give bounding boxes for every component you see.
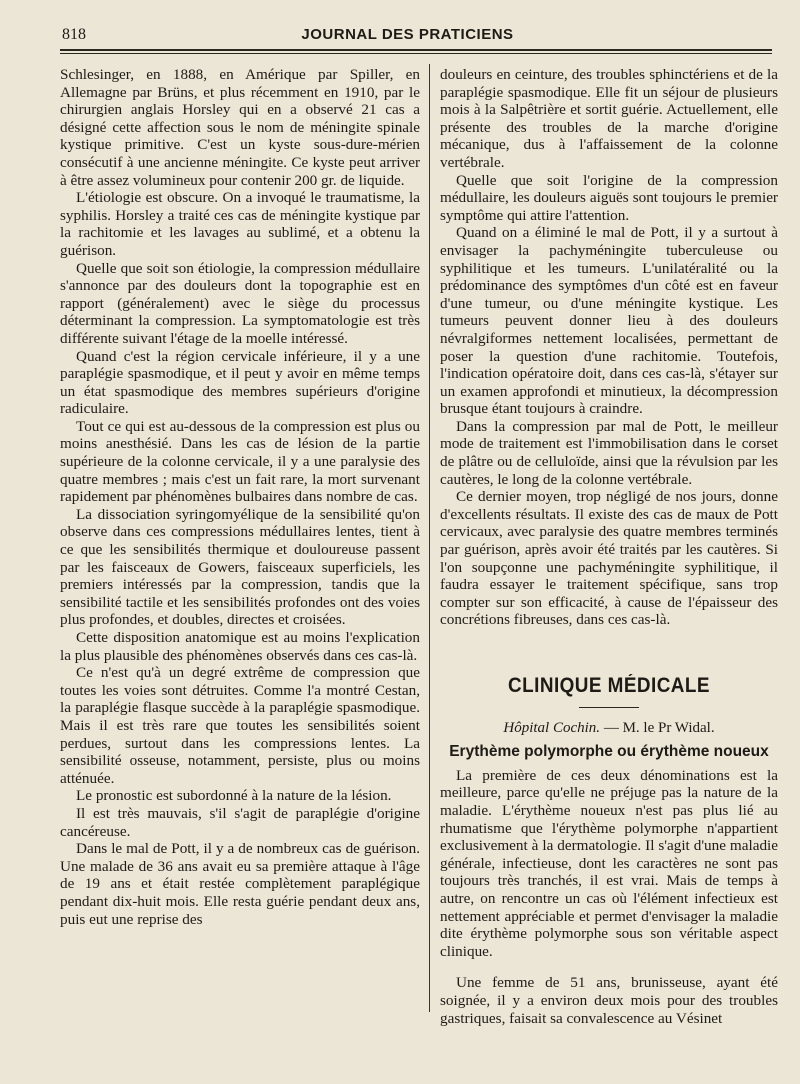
paragraph: Ce dernier moyen, trop négligé de nos jours, donne d'excellents résultats. Il existe des cas de maux de Pott cervicaux, avec paralysie des quatre membres terminés par guérison, après avoir été traités par les cautères. Si l'on soupçonne une pachyméningite syphilitique, il faudra essayer le traitement spécifique, sans trop compter sur son efficacité, à cause de l'épaisseur des concrétions fibreuses, dans ces cas-là. [440, 488, 778, 629]
paragraph: Quelle que soit l'origine de la compression médullaire, les douleurs aiguës sont toujours le premier symptôme qui attire l'attention. [440, 171, 778, 224]
paragraph: Tout ce qui est au-dessous de la compression est plus ou moins anesthésié. Dans les cas de lésion de la partie supérieure de la colonne cervicale, il y a une paralysie des quatre membres ; mais c'est un fait rare, la mort survenant rapidement par phénomènes bulbaires dans nombre de cas. [60, 417, 420, 506]
section-rule [579, 707, 639, 708]
paragraph: Cette disposition anatomique est au moins l'explication la plus plausible des phénomènes observés dans ces cas-là. [60, 629, 420, 664]
hospital-author: — M. le Pr Widal. [600, 719, 715, 736]
page-number: 818 [62, 26, 86, 43]
section-title: CLINIQUE MÉDICALE [508, 674, 710, 697]
paragraph: La première de ces deux dénominations est la meilleure, parce qu'elle ne préjuge pas la nature de la maladie. L'érythème noueux n'est pas plus lié au rhumatisme que l'érythème polymorphe n'appartient exclusivement à la dermatologie. Il s'agit d'une maladie générale, infectieuse, dont les caractères ne sont pas toujours très tranchés, il est vrai. Mais de temps à autre, on rencontre un cas où l'élément infectieux est nettement appréciable et permet d'envisager la maladie dite érythème polymorphe sous son véritable aspect clinique. [440, 766, 778, 960]
paragraph: Dans le mal de Pott, il y a de nombreux cas de guérison. Une malade de 36 ans avait eu sa première attaque à l'âge de 19 ans et était restée complètement paraplégique pendant dix-huit mois. Elle resta guérie pendant deux ans, puis eut une reprise des [60, 840, 420, 928]
header-rule [60, 49, 772, 51]
paragraph-gap [440, 960, 778, 974]
paragraph: Quelle que soit son étiologie, la compression médullaire s'annonce par des douleurs dont la topographie est en rapport (généralement) avec le siège du processus déterminant la compression. La symptomatologie est très différente suivant l'étage de la moelle intéressé. [60, 259, 420, 347]
paragraph: Ce n'est qu'à un degré extrême de compression que toutes les voies sont détruites. Comme l'a montré Cestan, la paraplégie flasque succède à la paraplégie spasmodique. Mais il est très rare que toutes les sensibilités soient perdues, surtout dans les compressions lentes. La sensibilité osseuse, notamment, persiste, plus ou moins atténuée. [60, 664, 420, 787]
journal-title: JOURNAL DES PRATICIENS [301, 26, 514, 43]
paragraph: douleurs en ceinture, des troubles sphinctériens et de la paraplégie spasmodique. Elle fit un séjour de plusieurs mois à la Salpêtrière et sortit guérie. Actuellement, elle présente des troubles de la marche d'origine mécanique, dus à l'affaissement de la colonne vertébrale. [440, 66, 778, 171]
right-column [440, 66, 778, 1027]
paragraph: Dans la compression par mal de Pott, le meilleur mode de traitement est l'immobilisation dans le corset de plâtre ou de celluloïde, ainsi que la révulsion par les cautères, le long de la colonne vertébrale. [440, 417, 778, 488]
paragraph: La dissociation syringomyélique de la sensibilité qu'on observe dans ces compressions médullaires lentes, tient à ce que les sensibilités thermique et douloureuse passent par les faisceaux de Gowers, faisceaux superficiels, les premiers intéressés par la compression, tandis que la sensibilité tactile et les sensibilités profondes ont des voies plus profondes, et doubles, directes et croisées. [60, 505, 420, 629]
paragraph: Schlesinger, en 1888, en Amérique par Spiller, en Allemagne par Brüns, et plus récemment en 1910, par le chirurgien anglais Horsley qui en a observé 21 cas a désigné cette affection sous le nom de méningite spinale kystique primitive. C'est un kyste sous-dure-mérien consécutif à une ancienne méningite. Ce kyste peut arriver à être assez volumineux pour contenir 200 gr. de liquide. [60, 66, 420, 189]
article-subtitle: Erythème polymorphe ou érythème noueux [449, 743, 769, 761]
hospital-name: Hôpital Cochin. [503, 719, 601, 736]
paragraph: Le pronostic est subordonné à la nature de la lésion. [76, 787, 392, 805]
paragraph: L'étiologie est obscure. On a invoqué le traumatisme, la syphilis. Horsley a traité ces cas de méningite kystique par la rachitomie et les lavages au sublimé, et a obtenu la guérison. [60, 189, 420, 259]
hospital-line [440, 720, 778, 738]
left-column [60, 66, 420, 928]
paragraph: Quand on a éliminé le mal de Pott, il y a surtout à envisager la pachyméningite tuberculeuse ou syphilitique et les tumeurs. L'unilatéralité ou la prédominance des symptômes d'un côté est en faveur d'une tumeur, ou d'une méningite kystique. Les tumeurs peuvent donner lieu à des douleurs névralgiformes nettement localisées, permettant de poser la question d'une rachitomie. Toutefois, l'indication opératoire doit, dans ces cas-là, s'étayer sur un examen approfondi et minutieux, la décompression brusque étant toujours à craindre. [440, 224, 778, 418]
paragraph: Il est très mauvais, s'il s'agit de paraplégie d'origine cancéreuse. [60, 804, 420, 840]
column-divider [429, 64, 430, 1012]
header-rule-thin [60, 53, 772, 54]
page-header [40, 18, 775, 50]
paragraph: Une femme de 51 ans, brunisseuse, ayant été soignée, il y a environ deux mois pour des troubles gastriques, faisait sa convalescence au Vésinet [440, 974, 778, 1027]
paragraph: Quand c'est la région cervicale inférieure, il y a une paraplégie spasmodique, et il peut y avoir en même temps un état spasmodique des membres supérieurs d'origine radiculaire. [60, 347, 420, 418]
